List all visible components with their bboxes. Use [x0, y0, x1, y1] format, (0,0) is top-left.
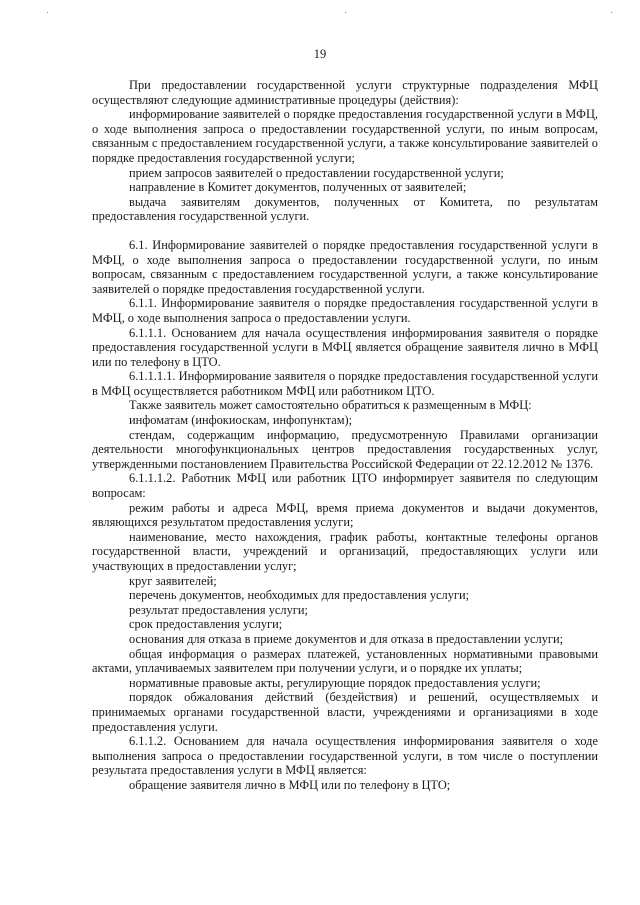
- paragraph: инфоматам (инфокиоскам, инфопунктам);: [129, 413, 353, 428]
- page-number: 19: [313, 47, 327, 61]
- paragraph: режим работы и адреса МФЦ, время приема документов и выдачи документов, являющихся результатом предоставления услуги;: [92, 500, 598, 530]
- paragraph: 6.1. Информирование заявителей о порядке предоставления государственной услуги в МФЦ, о ходе выполнения запроса о предоставлении государственной услуги, по иным вопросам, связанным с предоставлением государственной услуги, а также консультирование заявителей о порядке предоставления государственной услуги.: [92, 237, 598, 296]
- paragraph: Также заявитель может самостоятельно обратиться к размещенным в МФЦ:: [129, 398, 532, 413]
- paragraph: наименование, место нахождения, график работы, контактные телефоны органов государственной власти, учреждений и организаций, предоставляющих услуги или участвующих в предоставлении услуг;: [92, 529, 598, 573]
- paragraph: перечень документов, необходимых для предоставления услуги;: [129, 588, 470, 603]
- paragraph: основания для отказа в приеме документов и для отказа в предоставлении услуги;: [129, 631, 564, 646]
- paragraph-gap: [92, 224, 598, 238]
- paragraph: 6.1.1.1.2. Работник МФЦ или работник ЦТО информирует заявителя по следующим вопросам:: [92, 471, 598, 501]
- scan-mark: ·: [46, 8, 50, 19]
- paragraph: общая информация о размерах платежей, установленных нормативными правовыми актами, уплачиваемых заявителем при получении услуги, и о порядке их уплаты;: [92, 646, 598, 676]
- paragraph: круг заявителей;: [129, 573, 217, 588]
- paragraph: стендам, содержащим информацию, предусмотренную Правилами организации деятельности многофункциональных центров предоставления государственных услуг, утвержденными постановлением Правительства Российской Федерации от 22.12.2012 № 1376.: [92, 427, 598, 471]
- paragraph: результат предоставления услуги;: [129, 602, 308, 617]
- paragraph: порядок обжалования действий (бездействия) и решений, осуществляемых и принимаемых органами государственной власти, учреждениями и организациями в ходе предоставления услуги.: [92, 690, 598, 734]
- paragraph: выдача заявителям документов, полученных от Комитета, по результатам предоставления государственной услуги.: [92, 194, 598, 224]
- paragraph: информирование заявителей о порядке предоставления государственной услуги в МФЦ, о ходе выполнения запроса о предоставлении государственной услуги, по иным вопросам, связанным с предоставлением государственной услуги, а также консультирование заявителей о порядке предоставления государственной услуги;: [92, 107, 598, 165]
- paragraph: При предоставлении государственной услуги структурные подразделения МФЦ осуществляют следующие административные процедуры (действия):: [92, 78, 598, 107]
- paragraph: 6.1.1.1.1. Информирование заявителя о порядке предоставления государственной услуги в МФЦ осуществляется работником МФЦ или работником ЦТО.: [92, 369, 598, 398]
- paragraph: 6.1.1.2. Основанием для начала осуществления информирования заявителя о ходе выполнения запроса о предоставлении государственной услуги, в том числе о поступлении результата предоставления услуги в МФЦ является:: [92, 734, 598, 778]
- scan-mark: ·: [344, 8, 348, 19]
- scan-mark: ·: [610, 8, 614, 19]
- paragraph: срок предоставления услуги;: [129, 617, 283, 632]
- document-body: [92, 78, 598, 793]
- paragraph: прием запросов заявителей о предоставлении государственной услуги;: [129, 165, 504, 180]
- paragraph: обращение заявителя лично в МФЦ или по телефону в ЦТО;: [129, 777, 451, 792]
- paragraph: 6.1.1.1. Основанием для начала осуществления информирования заявителя о порядке предоставления государственной услуги в МФЦ является обращение заявителя лично в МФЦ или по телефону в ЦТО.: [92, 325, 598, 369]
- paragraph: нормативные правовые акты, регулирующие порядок предоставления услуги;: [129, 675, 541, 690]
- paragraph: направление в Комитет документов, полученных от заявителей;: [129, 180, 467, 195]
- paragraph: 6.1.1. Информирование заявителя о порядке предоставления государственной услуги в МФЦ, о ходе выполнения запроса о предоставлении услуги.: [92, 296, 598, 325]
